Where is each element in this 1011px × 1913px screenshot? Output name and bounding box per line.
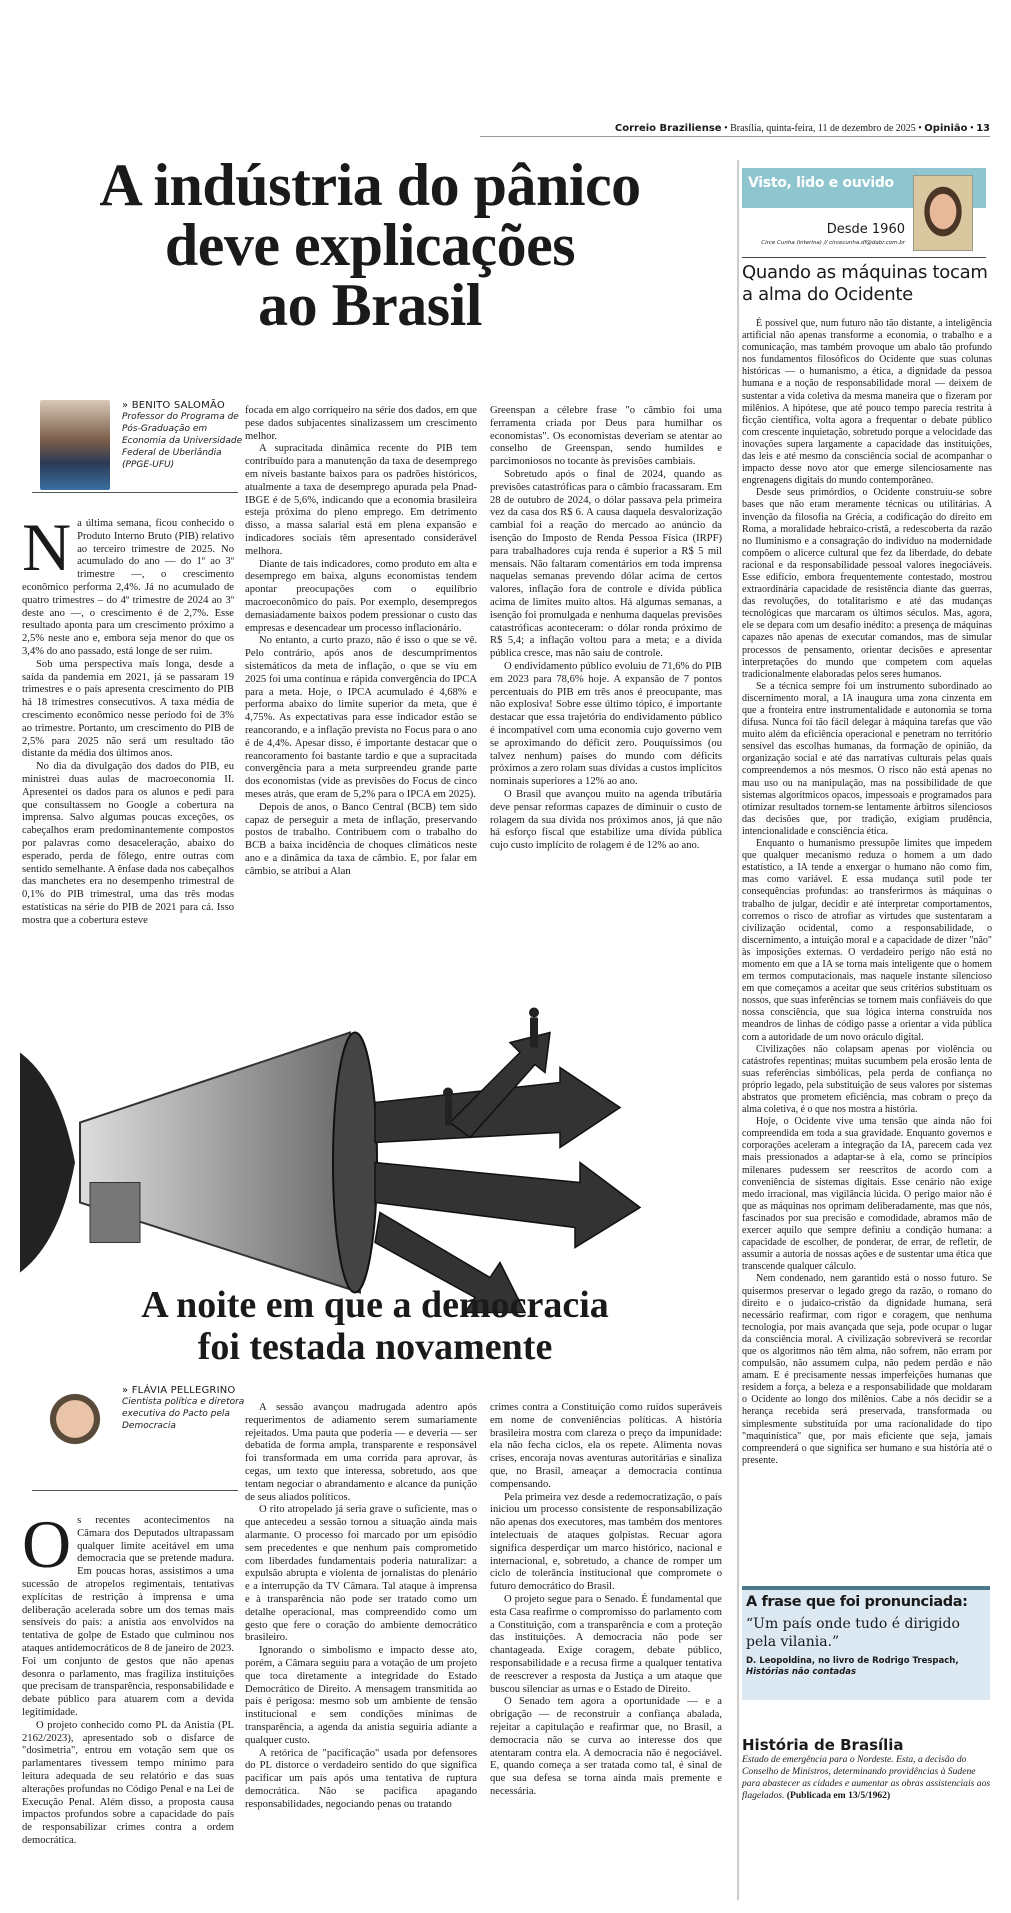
paragraph: Desde seus primórdios, o Ocidente construiu-se sobre bases que não eram meramente técnicas ou utilitárias. A invenção da filosofia na Grécia, a codificação do direito em Roma, a moralidade hebraico-cristã, a redescoberta da razão no Iluminismo e a consagração do indivíduo na modernidade compõem o alicerce cultural que fez da liberdade, do debate racional e da responsabilidade pessoal valores inegociáveis. Esse edifício, embora frequentemente contestado, mostrou extraordinária capacidade de resistência diante das guerras, das revoluções, do totalitarismo e até das mudanças tecnológicas que marcaram os últimos séculos. Mas, agora, ele se depara com um desafio inédito: a presença de máquinas capazes não apenas de executar comandos, mas de simular processos de pensamento, orientar decisões e apresentar interpretações do mundo que competem com aquelas tradicionalmente elaboradas pelos seres humanos. xyxy=(742,487,992,680)
paragraph: No dia da divulgação dos dados do PIB, eu ministrei duas aulas de macroeconomia II. Apresentei os dados para os alunos e pedi para que consultassem no Google a cobertura na imprensa. Salvo algumas poucas exceções, os cabeçalhos eram predominantemente compostos por palavras como desaceleração, abaixo do esperado, perda de fôlego, entre outras com sentido semelhante. A ênfase dada nos cabeçalhos das manchetes era no desempenho trimestral de 0,1% do PIB trimestral, uma das três modas estatísticas na série do PIB de 2021 para cá. Isso mostra que a cobertura esteve xyxy=(22,761,234,926)
quote-title: A frase que foi pronunciada: xyxy=(746,1594,968,1610)
dropcap: N xyxy=(22,509,72,585)
history-text xyxy=(742,1754,992,1802)
article2-column-3 xyxy=(490,1402,722,1799)
title-line: ao Brasil xyxy=(258,272,482,338)
paragraph: a última semana, ficou conhecido o Produto Interno Bruto (PIB) relativo ao terceiro trimestre de 2025. No acumulado do ano — do 1º ao 3º trimestre —, o crescimento econômico performa 2,4%. Já no acumulado de quatro trimestres – do 4º trimestre de 2024 ao 3º deste ano —, o crescimento é de 2,7%. Esse resultado aponta para um crescimento próximo a 2,5% neste ano e, embora seja menor do que os 3,4% do ano passado, está longe de ser ruim. xyxy=(22,518,234,657)
separator: • xyxy=(721,123,731,134)
title-line: A indústria do pânico xyxy=(99,152,641,218)
page-number: 13 xyxy=(976,123,990,134)
paragraph: É possível que, num futuro não tão distante, a inteligência artificial não apenas transforme a economia, o trabalho e a comunicação, mas também provoque um abalo tão profundo nos fundamentos filosóficos do Ocidente que suas colunas históricas — o humanismo, a ética, a dignidade da pessoa humana e a noção de responsabilidade moral — deixem de sustentar a vida coletiva da mesma maneira que o fizeram por milênios. A hipótese, que até pouco tempo parecia restrita à ficção científica, volta agora a frequentar o debate público com crescente inquietação, sobretudo porque a velocidade das inovações supera largamente a capacidade das instituições, das leis e até mesmo da consciência social de acompanhar o impacto desse novo ator que emerge silenciosamente nas engrenagens digitais do mundo contemporâneo. xyxy=(742,318,992,487)
quote-source-text: D. Leopoldina, no livro de Rodrigo Trespach, xyxy=(746,1656,959,1666)
newspaper-name: Correio Braziliense xyxy=(614,123,722,134)
paragraph: Depois de anos, o Banco Central (BCB) tem sido capaz de perseguir a meta de inflação, preservando postos de trabalho. Contribuem com o trabalho do BCB a baixa incidência de choques climáticos neste ano e a dinâmica da taxa de câmbio. E, por falar em câmbio, se atribui a Alan xyxy=(245,801,477,877)
section-name: Opinião xyxy=(924,123,968,134)
megaphone-handle xyxy=(90,1183,140,1243)
paragraph: focada em algo corriqueiro na série dos dados, em que pese dados subjacentes sinalizassem um crescimento melhor. xyxy=(245,405,477,442)
paragraph: s recentes acontecimentos na Câmara dos Deputados ultrapassam qualquer limite aceitável em uma democracia que se pretende madura. Em poucas horas, assistimos a uma sucessão de atropelos regimentais, tentativas explícitas de restrição à imprensa e uma deliberação acelerada sobre um dos temas mais sensíveis do país: a anistia aos envolvidos na tentativa de golpe de Estado que culminou nos ataques antidemocráticos de 8 de janeiro de 2023. Foi um conjunto de gestos que não apenas desonra o parlamento, mas fragiliza instituições que precisam de transparência, responsabilidade e debate público para atuarem com a devida legitimidade. xyxy=(22,1515,234,1718)
history-body: Estado de emergência para o Nordeste. Esta, a decisão do Conselho de Ministros, determinando providências à Sudene para abastecer as cidades e aumentar as obras assistenciais aos flagelados. xyxy=(742,1754,991,1801)
paragraph: O projeto conhecido como PL da Anistia (PL 2162/2023), apresentado sob o disfarce de "dosimetria", entrou em votação sem que os parlamentares tivessem tempo mínimo para leitura adequada de seu relatório e das suas alterações profundas no Código Penal e na Lei de Execução Penal. Além disso, a proposta causa impactos profundos sobre a capacidade do país de responsabilizar crimes contra a ordem democrática. xyxy=(22,1719,234,1846)
columnist-photo xyxy=(913,175,973,251)
paragraph: O endividamento público evoluiu de 71,6% do PIB em 2023 para 78,6% hoje. A expansão de 7 pontos percentuais do PIB em três anos é preocupante, mas não explosiva! Sobre esse último tópico, é importante destacar que essa trajetória do endividamento público é incompatível com uma economia cujo governo vem se aproximando do déficit zero. Pouquíssimos (ou talvez nenhum) países do mundo com déficits próximos a zero rolam suas dívidas a custos implícitos nominais superiores a 12% ao ano. xyxy=(490,660,722,788)
paragraph: O Brasil que avançou muito na agenda tributária deve pensar reformas capazes de diminuir o custo de rolagem da sua dívida nos próximos anos, já que não há esforço fiscal que estabilize uma dívida pública cujo custo implícito de rolagem é de 12% ao ano. xyxy=(490,788,722,852)
paragraph: Sobretudo após o final de 2024, quando as previsões catastróficas para o câmbio fracassaram. Em 28 de outubro de 2024, o dólar passava pela primeira vez da casa dos R$ 6. A causa daquela desvalorização cambial foi a reação do mercado ao anúncio da isenção do Imposto de Renda Pessoa Física (IRPF) para trabalhadores cuja renda é superior a R$ 5 mil mensais. Não faltaram comentários em toda imprensa naquelas semanas prevendo dólar acima de certos valores, inflação fora de controle e dívida pública acima de limites muito altos. Há algumas semanas, a isenção foi promulgada e nenhuma daquelas previsões catastróficas aconteceram: o dólar ronda próximo de R$ 5,4; a inflação voltou para a meta; e a dívida pública cresce, mas não saiu de controle. xyxy=(490,468,722,660)
paragraph: Sob uma perspectiva mais longa, desde a saída da pandemia em 2021, já se passaram 19 trimestres e o país apresenta crescimento do PIB há 18 trimestres consecutivos. A taxa média de crescimento econômico nesse período foi de 3% ao trimestre. Portanto, um crescimento do PIB de 2,5% para 2025 não será um resultado tão distante da média dos últimos anos. xyxy=(22,658,234,760)
arrows xyxy=(375,1033,640,1313)
paragraph: No entanto, a curto prazo, não é isso o que se vê. Pelo contrário, após anos de descumprimentos sistemáticos da meta de inflação, o que se viu em 2025 foi uma contínua e rápida convergência do IPCA para a meta. Hoje, o IPCA acumulado é 4,68% e performa abaixo do limite superior da meta, que é 4,75%. As expectativas para esse indicador estão se reancorando, e a inflação prevista no Focus para o ano é de 4,4%. Apesar disso, é importante destacar que o reancoramento foi bastante tardio e que a supracitada convergência para a meta surpreendeu grande parte dos economistas (vide as previsões do Focus de cinco meses atrás, que eram de 5,2% para o IPCA em 2025). xyxy=(245,635,477,800)
paragraph: Civilizações não colapsam apenas por violência ou catástrofes repentinas; muitas sucumbem pela erosão lenta de suas referências simbólicas, pela perda de confiança no próprio legado, pela substituição de seus valores por sistemas abstratos que prometem eficiência, mas cobram o preço da alma coletiva, é o que nos mostra a história. xyxy=(742,1043,992,1116)
dateline: Brasília, quinta-feira, 11 de dezembro de 2025 xyxy=(730,123,916,134)
paragraph: Hoje, o Ocidente vive uma tensão que ainda não foi compreendida em toda a sua gravidade. Enquanto governos e corporações aceleram a integração da IA, parecem cada vez mais pressionados a adaptar-se à ela, como se princípios milenares pudessem ser reescritos de acordo com a conveniência de sistemas digitais. Esse cenário não exige medo irracional, mas vigilância lúcida. O perigo maior não é que as máquinas nos oprimam deliberadamente, mas que nós, fascinados por sua precisão e comodidade, abramos mão de exercer aquilo que sempre definiu a condição humana: a capacidade de escolher, de ponderar, de errar, de refletir, de assumir a autoria de nossas ações e de sustentar uma ética que transcende qualquer cálculo. xyxy=(742,1116,992,1273)
dropcap: O xyxy=(22,1506,72,1582)
person-figure xyxy=(529,1008,539,1018)
paragraph: crimes contra a Constituição como ruídos superáveis em nome de conveniências políticas. A história brasileira mostra com clareza o preço da impunidade: ela não fecha ciclos, ela os repete. Alimenta novas crises, encoraja novas aventuras autoritárias e sinaliza que, no Brasil, ameaçar a democracia continua compensando. xyxy=(490,1402,722,1490)
paragraph: Enquanto o humanismo pressupõe limites que impedem que qualquer mecanismo reduza o homem a um dado estatístico, a IA tende a enxergar o humano não como fim, mas como variável. E essa mudança sutil pode ter consequências profundas: ao transferirmos às máquinas o trabalho de julgar, decidir e até interpretar comportamentos, corremos o risco de atrofiar as virtudes que sustentaram a civilização ocidental, como a responsabilidade, o discernimento, a intuição moral e a capacidade de dizer "não" às imposições externas. O verdadeiro perigo não está no momento em que a IA se torna mais inteligente que o homem em termos computacionais, mas naquele instante silencioso em que começamos a aceitar que seus critérios substituam os nossos, que suas inferências se tornem mais confiáveis do que nossa consciência, que sua lógica interna construída nos meandros de linhas de código passe a orientar a vida pública com a autoridade de um novo oráculo digital. xyxy=(742,838,992,1043)
megaphone-icon xyxy=(80,1033,360,1293)
quote-source-book: Histórias não contadas xyxy=(746,1667,857,1677)
paragraph: A supracitada dinâmica recente do PIB tem contribuído para a manutenção da taxa de desemprego em níveis bastante baixos para os padrões históricos, atualmente a taxa de desemprego apurada pela Pnad-IBGE é de 5,6%, indicando que a economia brasileira esteja próxima do pleno emprego. Em detrimento disso, a massa salarial está em plena expansão e indicadores sociais têm apresentado considerável melhora. xyxy=(245,443,477,557)
person-figure xyxy=(443,1088,453,1098)
article2-column-2 xyxy=(245,1402,477,1812)
paragraph: Pela primeira vez desde a redemocratização, o país iniciou um processo consistente de responsabilização não apenas dos executores, mas também dos mentores intelectuais de ataques golpistas. Recuar agora significa desperdiçar um marco histórico, nacional e internacional, e, sobretudo, a chance de romper um ciclo de tolerância institucional que compromete o futuro democrático do Brasil. xyxy=(490,1491,722,1593)
author-role: Cientista política e diretora executiva do Pacto pela Democracia xyxy=(122,1397,245,1431)
separator: • xyxy=(915,123,925,134)
face-silhouette xyxy=(20,1053,75,1273)
article1-column-2 xyxy=(245,405,477,878)
author-role: Professor do Programa de Pós-Graduação em Economia da Universidade Federal de Uberlândia (PPGE-UFU) xyxy=(122,412,243,470)
columnist-byline: Circe Cunha (interina) // circecunha.df@dabr.com.br xyxy=(761,240,905,246)
author-name: » BENITO SALOMÃO xyxy=(122,400,225,411)
divider xyxy=(742,257,986,258)
article1-title xyxy=(20,152,720,338)
author-photo xyxy=(40,1385,110,1470)
title-line: deve explicações xyxy=(164,212,576,278)
column-headline: Quando as máquinas tocam a alma do Ocidente xyxy=(742,262,988,305)
divider xyxy=(32,1490,238,1491)
paragraph: Greenspan a célebre frase "o câmbio foi uma ferramenta criada por Deus para humilhar os economistas". Os economistas deveriam se atentar ao conselho de Greenspan, sendo humildes e parcimoniosos no tocante às previsões cambiais. xyxy=(490,405,722,468)
paragraph: O projeto segue para o Senado. É fundamental que esta Casa reafirme o compromisso do parlamento com a Constituição, com a transparência e com a proteção das instituições. A democracia não pode ser chantageada. Exige coragem, debate público, responsabilidade e a recusa firme a qualquer tentativa de reescrever a resposta da Justiça a um ataque que buscou silenciar as urnas e o Estado de Direito. xyxy=(490,1593,722,1695)
column-separator xyxy=(737,160,739,1900)
article2-author xyxy=(40,1385,252,1470)
paragraph: Ignorando o simbolismo e impacto desse ato, porém, a Câmara seguiu para a votação de um projeto que toca diretamente a integridade do Estado Democrático de Direito. A mensagem transmitida ao país é perigosa: mesmo sob um ambiente de tensão institucional e sem condições mínimas de transparência, a agenda da anistia seguiria adiante a qualquer custo. xyxy=(245,1645,477,1746)
paragraph: Se a técnica sempre foi um instrumento subordinado ao discernimento moral, a IA inaugura uma zona cinzenta em que a fronteira entre instrumentalidade e autonomia se torna difusa. Nunca foi tão fácil delegar à máquina tarefas que vão muito além da eficiência operacional e penetram no território sensível das escolhas humanas, da formação de opinião, da organização social e até das narrativas culturais pelas quais compreendemos a nós mesmos. O risco não está apenas no mau uso ou na manipulação, mas na possibilidade de que sistemas algorítmicos opacos, impessoais e programados para otimizar resultados tornem-se lentamente árbitros silenciosos das decisões que, por tradição, exigiam prudência, intencionalidade e consciência ética. xyxy=(742,680,992,837)
paragraph: A retórica de "pacificação" usada por defensores do PL distorce o verdadeiro sentido do que significa pacificar um país após uma tentativa de ruptura democrática. Não se pacifica apagando responsabilidades, negociando penas ou tratando xyxy=(245,1747,477,1810)
masthead xyxy=(480,123,990,137)
quote-text: “Um país onde tudo é dirigido pela vilania.” xyxy=(746,1616,960,1650)
column-title: Visto, lido e ouvido xyxy=(748,175,894,191)
paragraph: Nem condenado, nem garantido está o nosso futuro. Se quisermos preservar o legado grego da razão, o romano do direito e o judaico-cristão da dignidade humana, será necessário reafirmar, com rigor e coragem, que nenhuma tecnologia, por mais avançada que seja, pode ocupar o lugar da consciência moral. A civilização sobreviverá se recordar que os algoritmos não têm alma, não sofrem, não erram por compulsão, não assumem culpa, não pedem perdão e não amam. E é precisamente nessas imperfeições humanas que residem a força, a beleza e a responsabilidade que moldaram o Ocidente ao longo dos milênios. Cabe a nós decidir se a herança recebida será preservada, transformada ou simplesmente substituída por uma racionalidade do tipo "maquinística" que, por mais eficiente que seja, jamais compreenderá o que significa ser humano e sua história até o presente. xyxy=(742,1273,992,1466)
paragraph: A sessão avançou madrugada adentro após requerimentos de adiamento serem sumariamente rejeitados. Uma pauta que poderia — e deveria — ser debatida de forma ampla, transparente e responsável foi transformada em uma corrida para aprovar, às cegas, um texto que interessa, sobretudo, aos que tentam negociar o abrandamento e alcance da punição de seus aliados políticos. xyxy=(245,1402,477,1503)
title-line: foi testada novamente xyxy=(197,1326,553,1368)
paragraph: O rito atropelado já seria grave o suficiente, mas o que antecedeu a sessão tornou a situação ainda mais alarmante. O processo foi marcado por um episódio sem precedentes e que nenhum país comprometido com liberdades fundamentais poderia naturalizar: a expulsão abrupta e violenta de jornalistas do plenário e a interrupção da TV Câmara. Tal ataque à imprensa e à transparência não pode ser tratado como um detalhe operacional, mas compreendido como um gesto que fere o coração do ambiente democrático brasileiro. xyxy=(245,1504,477,1644)
megaphone-mouth xyxy=(333,1033,377,1293)
article1-column-3 xyxy=(490,405,722,853)
history-title: História de Brasília xyxy=(742,1736,904,1754)
column-body xyxy=(742,318,992,1467)
paragraph: O Senado tem agora a oportunidade — e a obrigação — de reconstruir a confiança abalada, rejeitar a capitulação e reafirmar que, no Brasil, a democracia não se curva ao interesse dos que atentaram contra ela. A democracia não é negociável. E, quando começa a ser tratada como tal, é sinal de que sua defesa se torna ainda mais premente e necessária. xyxy=(490,1696,722,1797)
article2-title xyxy=(20,1284,730,1368)
article1-author xyxy=(40,400,252,490)
author-name: » FLÁVIA PELLEGRINO xyxy=(122,1385,236,1396)
article2-column-1 xyxy=(22,1506,234,1848)
divider xyxy=(32,492,238,493)
history-published: (Publicada em 13/5/1962) xyxy=(786,1790,891,1801)
quote-source xyxy=(746,1656,966,1678)
article1-column-1 xyxy=(22,509,234,928)
column-since: Desde 1960 xyxy=(826,222,905,237)
person-figure xyxy=(530,1018,538,1048)
author-photo xyxy=(40,400,110,490)
person-figure xyxy=(445,1098,452,1126)
title-line: A noite em que a democracia xyxy=(141,1284,609,1326)
paragraph: Diante de tais indicadores, como produto em alta e desemprego em baixa, alguns economistas tendem apontar preocupações com o equilíbrio macroeconômico do país. Por exemplo, desempregos demasiadamente baixos podem pressionar o custo das empresas e desencadear um processo inflacionário. xyxy=(245,558,477,634)
separator: • xyxy=(967,123,977,134)
